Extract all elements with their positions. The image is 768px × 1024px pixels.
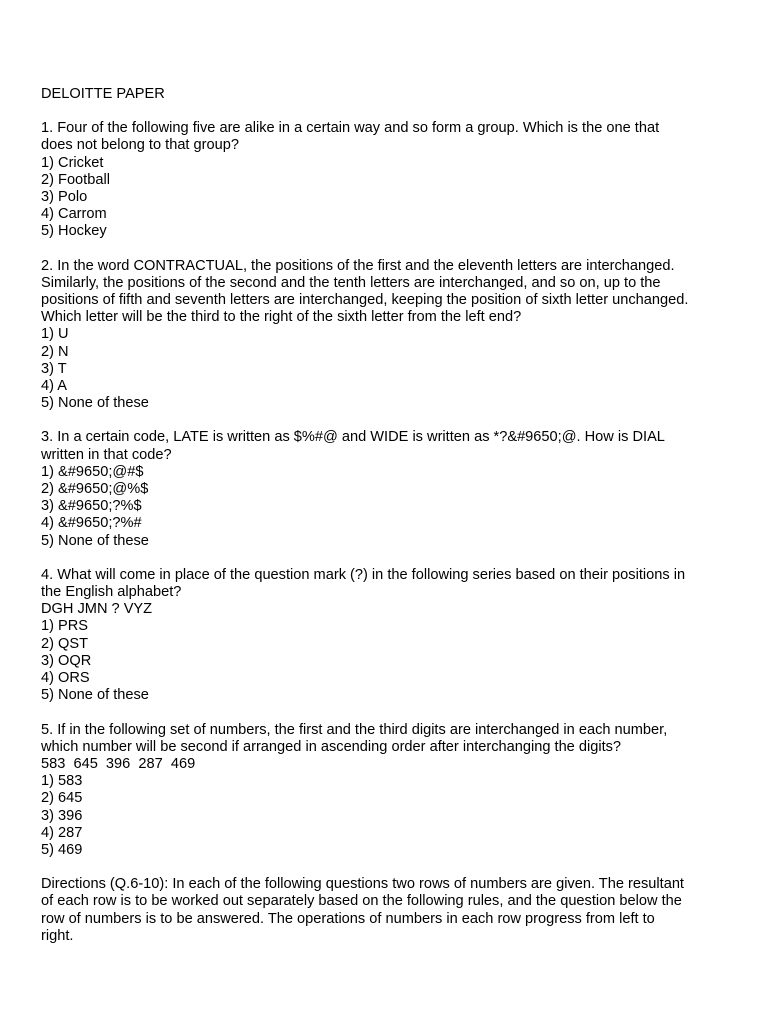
option-item: 1) &#9650;@#$ [41,463,144,480]
question-1 [41,120,741,240]
option-item: 3) Polo [41,189,88,206]
question-text-line: 4. What will come in place of the question mark (?) in the following series based on their positions in [41,566,686,583]
option-item: 3) &#9650;?%$ [41,498,142,515]
question-text-line: 3. In a certain code, LATE is written as $%#@ and WIDE is written as *?&#9650;@. How is DIAL [41,429,665,446]
option-item: 1) Cricket [41,154,104,171]
question-text-line: positions of fifth and seventh letters are interchanged, keeping the position of sixth letter unchanged. [41,292,689,309]
option-item: 2) &#9650;@%$ [41,481,149,498]
option-item: 3) OQR [41,652,92,669]
option-item: 3) T [41,360,67,377]
directions-paragraph [41,876,741,945]
question-3 [41,429,741,549]
question-text-line: the English alphabet? [41,584,182,601]
option-item: 1) PRS [41,618,89,635]
option-item: 4) 287 [41,824,83,841]
question-text-line: written in that code? [41,446,172,463]
directions-line: right. [41,927,74,944]
question-text-line: Similarly, the positions of the second and the tenth letters are interchanged, and so on, up to the [41,274,661,291]
option-item: 5) None of these [41,687,149,704]
question-text-line: does not belong to that group? [41,137,239,154]
option-item: 2) QST [41,635,89,652]
directions-line: Directions (Q.6-10): In each of the following questions two rows of numbers are given. The resultant [41,876,684,893]
question-text-line: 583 645 396 287 469 [41,755,196,772]
document-content [41,86,741,945]
question-4 [41,567,741,705]
question-5 [41,722,741,860]
question-text-line: DGH JMN ? VYZ [41,601,153,618]
question-text-line: which number will be second if arranged in ascending order after interchanging the digits? [41,738,622,755]
option-item: 1) U [41,326,69,343]
question-text-line: 1. Four of the following five are alike in a certain way and so form a group. Which is the one that [41,120,660,137]
option-item: 1) 583 [41,773,83,790]
option-item: 5) None of these [41,532,149,549]
option-item: 3) 396 [41,807,83,824]
question-text-line: Which letter will be the third to the right of the sixth letter from the left end? [41,309,522,326]
option-item: 2) 645 [41,790,83,807]
option-item: 4) &#9650;?%# [41,515,142,532]
option-item: 4) ORS [41,670,90,687]
question-text-line: 5. If in the following set of numbers, the first and the third digits are interchanged in each number, [41,721,668,738]
option-item: 5) Hockey [41,223,107,240]
option-item: 4) A [41,378,67,395]
document-title: DELOITTE PAPER [41,86,165,102]
option-item: 2) N [41,343,69,360]
question-2 [41,258,741,413]
directions-line: of each row is to be worked out separately based on the following rules, and the question below the [41,893,682,910]
directions-line: row of numbers is to be answered. The operations of numbers in each row progress from left to [41,910,655,927]
option-item: 5) 469 [41,841,83,858]
option-item: 5) None of these [41,395,149,412]
option-item: 2) Football [41,171,110,188]
option-item: 4) Carrom [41,206,107,223]
question-text-line: 2. In the word CONTRACTUAL, the positions of the first and the eleventh letters are interchanged. [41,257,675,274]
